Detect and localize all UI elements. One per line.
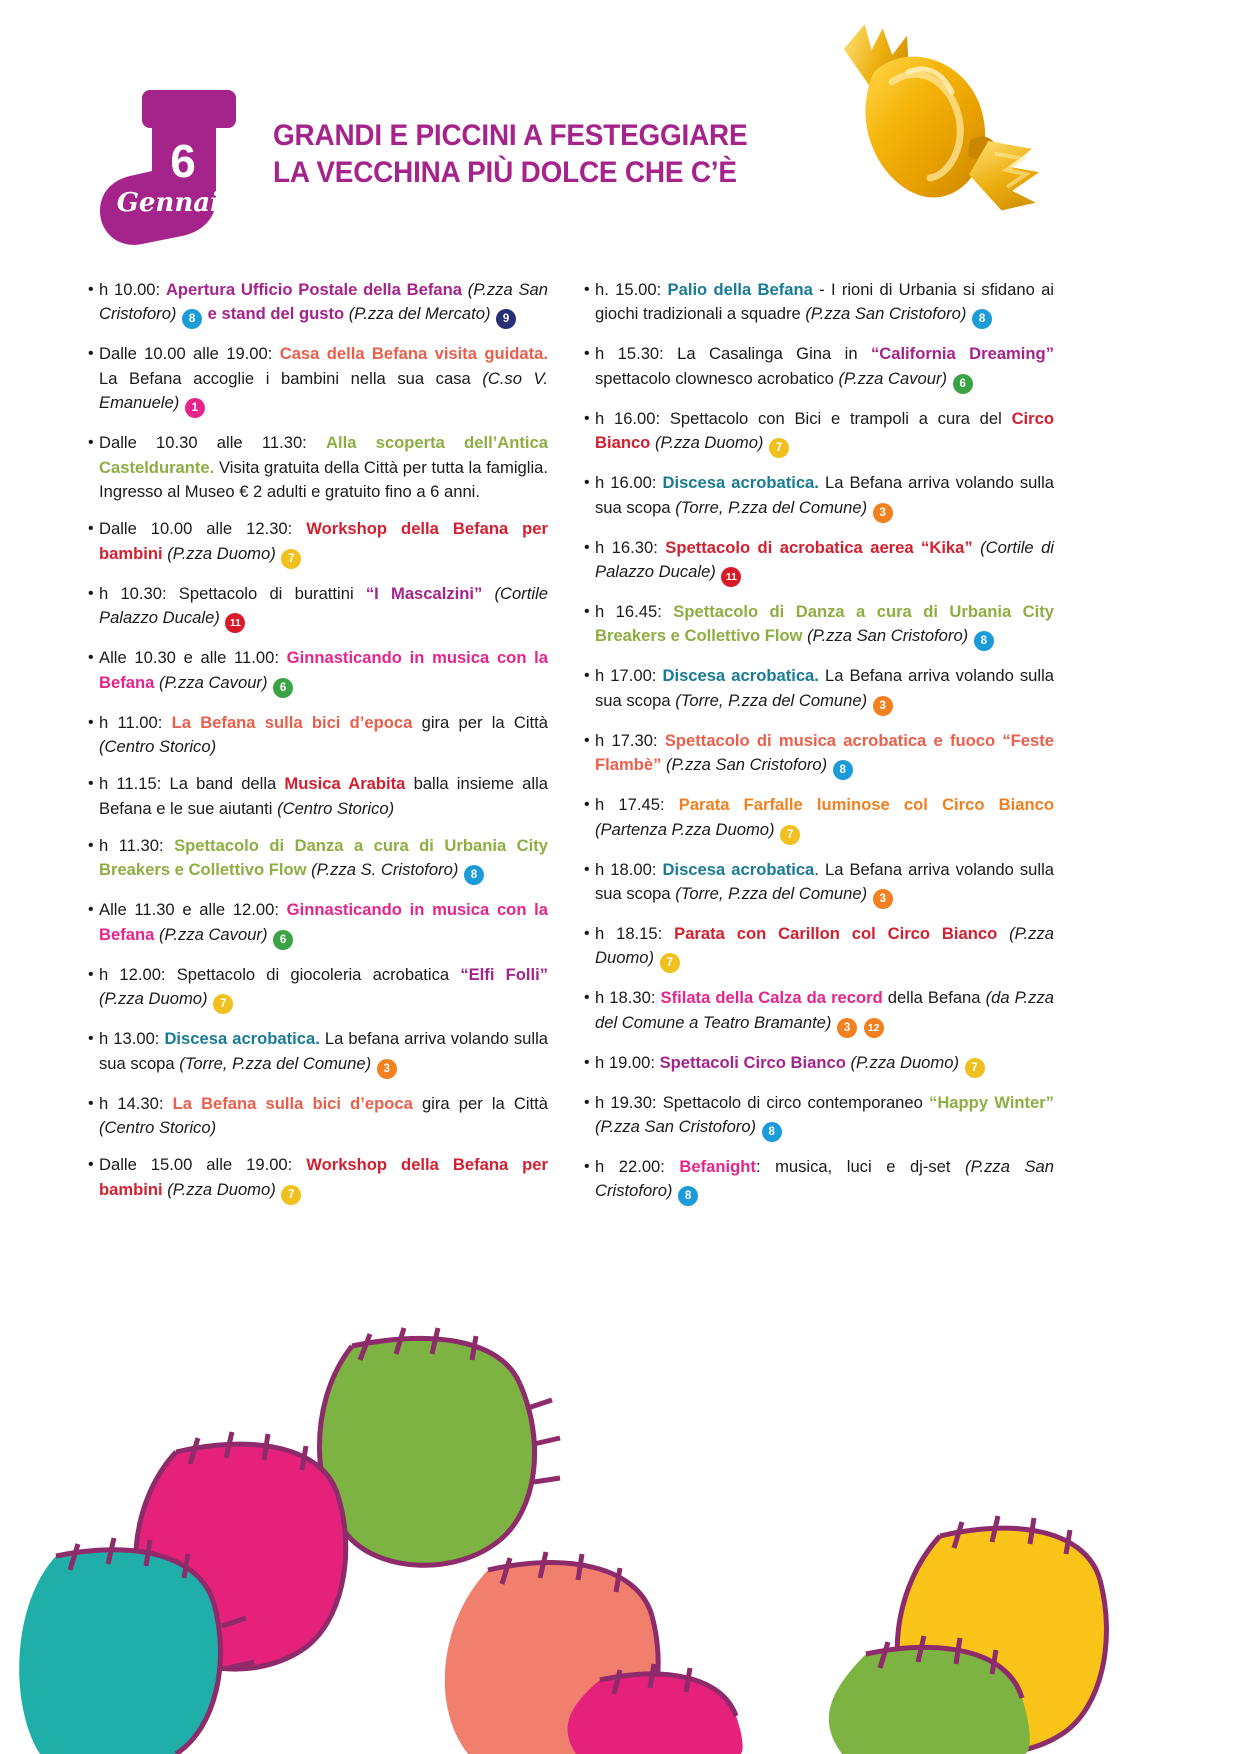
event-list-item (584, 536, 1054, 587)
event-list-item (88, 834, 548, 885)
event-list-item (584, 1051, 1054, 1078)
bullet-icon: • (584, 731, 590, 749)
event-text-fragment: balla insieme alla Befana e le sue aiutanti (99, 774, 548, 818)
event-description (595, 471, 1054, 522)
event-text-fragment: : musica, luci e dj-set (755, 1157, 966, 1177)
location-badge-8[interactable]: 8 (464, 865, 484, 885)
event-list-item (88, 431, 548, 504)
bullet-icon: • (584, 924, 590, 942)
event-description (595, 536, 1054, 587)
event-description (595, 858, 1054, 909)
event-text-fragment: (P.zza Cavour) (158, 924, 273, 944)
bullet-icon: • (88, 345, 94, 363)
bullet-icon: • (88, 520, 94, 538)
event-text-fragment: (P.zza del Mercato) (348, 304, 496, 324)
event-text-fragment: h 13.00: (99, 1029, 165, 1049)
date-stocking-badge (98, 88, 248, 248)
event-list-item (584, 729, 1054, 780)
event-list-item (88, 278, 548, 329)
event-list-item (584, 664, 1054, 715)
event-text-fragment: La Befana arriva volando sulla sua scopa (595, 473, 1054, 517)
event-list-item (88, 898, 548, 949)
event-text-fragment: La Befana sulla bici d’epoca (171, 712, 422, 732)
event-description (99, 834, 548, 885)
stocking-day-number: 6 (170, 135, 196, 187)
event-text-fragment: Dalle 10.00 alle 19.00: (99, 344, 280, 364)
bullet-icon: • (88, 584, 94, 602)
bullet-icon: • (88, 649, 94, 667)
event-text-fragment: Ginnasticando in musica con la Befana (99, 900, 548, 944)
event-description (99, 342, 548, 418)
location-badge-7[interactable]: 7 (213, 994, 233, 1014)
program-column-right (584, 278, 1054, 1278)
event-text-fragment: La Befana arriva volando sulla sua scopa (595, 666, 1054, 710)
event-text-fragment: Visita gratuita della Città per tutta la famiglia. Ingresso al Museo € 2 adulti e gratuito fino a 6 anni. (99, 457, 548, 501)
decor-sack-green (319, 1328, 560, 1565)
bullet-icon: • (584, 409, 590, 427)
event-description (99, 711, 548, 760)
location-badge-8[interactable]: 8 (182, 309, 202, 329)
event-list-item (88, 1092, 548, 1141)
location-badge-7[interactable]: 7 (965, 1058, 985, 1078)
bullet-icon: • (88, 1094, 94, 1112)
location-badge-12[interactable]: 12 (864, 1018, 884, 1038)
event-description (99, 278, 548, 329)
event-text-fragment: gira per la Città (421, 712, 548, 732)
event-text-fragment (858, 1013, 863, 1032)
event-text-fragment: (P.zza Duomo) (167, 1179, 281, 1199)
location-badge-8[interactable]: 8 (833, 760, 853, 780)
event-text-fragment: Befanight (679, 1157, 756, 1177)
event-description (99, 582, 548, 633)
event-text-fragment: Casa della Befana visita guidata. (279, 344, 548, 364)
event-text-fragment: Alla scoperta dell’Antica Casteldurante. (99, 433, 548, 477)
event-text-fragment: h 15.30: La Casalinga Gina in (595, 344, 871, 364)
event-description (99, 1027, 548, 1078)
event-text-fragment: h 16.00: (595, 473, 663, 493)
event-text-fragment: (P.zza Duomo) (850, 1052, 964, 1072)
event-text-fragment: Dalle 10.00 alle 12.30: (99, 519, 307, 539)
event-text-fragment: (Torre, P.zza del Comune) (179, 1053, 376, 1073)
location-badge-11[interactable]: 11 (721, 567, 741, 587)
event-list-item (584, 278, 1054, 329)
event-text-fragment: Spettacolo di Danza a cura di Urbania City Breakers e Collettivo Flow (99, 836, 548, 880)
event-text-fragment: h 14.30: (99, 1093, 173, 1113)
event-text-fragment: h 17.00: (595, 666, 663, 686)
event-list-item (584, 600, 1054, 651)
bullet-icon: • (88, 965, 94, 983)
bullet-icon: • (88, 1156, 94, 1174)
bullet-icon: • (88, 837, 94, 855)
event-text-fragment: (P.zza San Cristoforo) (595, 1157, 1054, 1201)
event-text-fragment: (P.zza S. Cristoforo) (311, 860, 463, 880)
bullet-icon: • (88, 281, 94, 298)
bullet-icon: • (584, 1093, 590, 1111)
event-description (595, 1155, 1054, 1206)
event-list-item (584, 922, 1054, 973)
event-text-fragment: Spettacoli Circo Bianco (659, 1052, 851, 1072)
event-text-fragment: (Torre, P.zza del Comune) (675, 497, 872, 517)
event-text-fragment: (Centro Storico) (99, 1118, 217, 1138)
event-description (595, 664, 1054, 715)
location-badge-8[interactable]: 8 (974, 631, 994, 651)
event-text-fragment: h 19.00: (595, 1052, 660, 1072)
event-text-fragment: Discesa acrobatica. (662, 666, 825, 686)
location-badge-3[interactable]: 3 (377, 1059, 397, 1079)
location-badge-7[interactable]: 7 (281, 549, 301, 569)
event-description (99, 517, 548, 568)
location-badge-3[interactable]: 3 (873, 503, 893, 523)
event-text-fragment: (P.zza San Cristoforo) (805, 304, 972, 324)
event-text-fragment: h 10.30: Spettacolo di burattini (99, 583, 366, 603)
event-text-fragment: h 11.30: (99, 836, 175, 856)
event-text-fragment: gira per la Città (421, 1093, 548, 1113)
event-text-fragment: h 16.30: (595, 537, 666, 557)
event-text-fragment: . La Befana arriva volando sulla sua scopa (595, 859, 1054, 903)
bullet-icon: • (584, 538, 590, 556)
event-text-fragment: Alle 11.30 e alle 12.00: (99, 900, 287, 920)
event-text-fragment: “Elfi Folli” (460, 964, 548, 984)
event-description (99, 431, 548, 504)
bullet-icon: • (88, 713, 94, 731)
event-list-item (88, 1153, 548, 1204)
event-text-fragment: “California Dreaming” (870, 344, 1054, 364)
event-text-fragment: Spettacolo di acrobatica aerea “Kika” (665, 537, 981, 557)
event-text-fragment: h 10.00: (99, 280, 166, 299)
event-text-fragment: (Cortile Palazzo Ducale) (99, 583, 548, 628)
event-text-fragment: Apertura Ufficio Postale della Befana (165, 280, 468, 299)
event-text-fragment: h 19.30: Spettacolo di circo contemporaneo (595, 1092, 930, 1112)
event-text-fragment: (P.zza San Cristoforo) (99, 280, 548, 324)
event-text-fragment: (da P.zza del Comune a Teatro Bramante) (595, 988, 1054, 1032)
event-list-item (584, 858, 1054, 909)
candy-illustration (830, 20, 1050, 250)
event-text-fragment: della Befana (887, 988, 986, 1008)
event-text-fragment: (Cortile di Palazzo Ducale) (595, 537, 1054, 581)
event-text-fragment: h 22.00: (595, 1157, 680, 1177)
event-list-item (584, 793, 1054, 844)
event-text-fragment: (Partenza P.zza Duomo) (595, 819, 780, 839)
event-list-item (584, 471, 1054, 522)
event-description (595, 342, 1054, 393)
event-description (99, 646, 548, 697)
event-description (99, 1153, 548, 1204)
event-description (99, 898, 548, 949)
event-list-item (88, 342, 548, 418)
event-text-fragment: (P.zza Duomo) (167, 543, 281, 563)
bullet-icon: • (584, 281, 590, 298)
event-text-fragment: Palio della Befana (667, 280, 820, 299)
event-description (595, 986, 1054, 1037)
event-description (99, 963, 548, 1014)
bullet-icon: • (88, 775, 94, 793)
event-description (595, 922, 1054, 973)
event-text-fragment: Musica Arabita (284, 774, 414, 794)
event-list-item (88, 517, 548, 568)
event-list-item (584, 407, 1054, 458)
event-text-fragment: - I rioni di Urbania si sfidano ai giochi tradizionali a squadre (595, 280, 1054, 324)
bullet-icon: • (584, 989, 590, 1007)
bullet-icon: • (88, 1030, 94, 1048)
bullet-icon: • (584, 796, 590, 814)
bullet-icon: • (88, 434, 94, 452)
event-text-fragment: “I Mascalzini” (365, 583, 495, 603)
event-text-fragment: Alle 10.30 e alle 11.00: (99, 648, 287, 668)
event-list-item (584, 986, 1054, 1037)
event-description (99, 772, 548, 821)
event-text-fragment: (P.zza San Cristoforo) (807, 626, 973, 646)
event-text-fragment: h 17.30: (595, 730, 665, 750)
event-text-fragment: h 16.45: (595, 601, 674, 621)
event-text-fragment: Sfilata della Calza da record (660, 988, 888, 1008)
location-badge-6[interactable]: 6 (273, 930, 293, 950)
event-description (595, 407, 1054, 458)
location-badge-6[interactable]: 6 (953, 374, 973, 394)
event-text-fragment: spettacolo clownesco acrobatico (595, 368, 839, 388)
location-badge-8[interactable]: 8 (972, 309, 992, 329)
event-text-fragment: Discesa acrobatica. (164, 1029, 325, 1049)
event-text-fragment: (P.zza Duomo) (595, 923, 1054, 968)
event-text-fragment: (P.zza Cavour) (158, 672, 273, 692)
event-list-item (88, 582, 548, 633)
event-text-fragment: (Centro Storico) (99, 736, 217, 756)
event-text-fragment: “Happy Winter” (929, 1092, 1054, 1112)
location-badge-7[interactable]: 7 (780, 825, 800, 845)
event-text-fragment: h 11.00: (99, 712, 172, 732)
event-text-fragment: h 11.15: La band della (99, 774, 285, 794)
event-text-fragment: Workshop della Befana per bambini (99, 519, 548, 563)
page-header (0, 0, 1241, 270)
bottom-decoration-sacks (0, 1324, 1241, 1754)
location-badge-8[interactable]: 8 (762, 1122, 782, 1142)
event-text-fragment: La befana arriva volando sulla sua scopa (99, 1029, 549, 1073)
event-list-item (88, 646, 548, 697)
event-text-fragment: Discesa acrobatica. (662, 473, 825, 493)
event-description (595, 1051, 1054, 1078)
event-text-fragment: Parata con Carillon col Circo Bianco (674, 923, 1010, 943)
event-text-fragment: (Torre, P.zza del Comune) (675, 690, 872, 710)
event-description (595, 729, 1054, 780)
event-list-item (88, 1027, 548, 1078)
page-title-line-2: LA VECCHINA PIÙ DOLCE CHE C’È (273, 155, 737, 189)
event-list-item (88, 772, 548, 821)
bullet-icon: • (584, 667, 590, 685)
event-text-fragment: Discesa acrobatica (662, 859, 815, 879)
page-title (273, 118, 833, 191)
location-badge-1[interactable]: 1 (185, 398, 205, 418)
location-badge-8[interactable]: 8 (678, 1186, 698, 1206)
location-badge-7[interactable]: 7 (769, 438, 789, 458)
bullet-icon: • (584, 474, 590, 492)
event-text-fragment: (P.zza San Cristoforo) (595, 1117, 761, 1137)
event-text-fragment: (P.zza Cavour) (838, 368, 952, 388)
event-text-fragment: h 18.00: (595, 859, 663, 879)
event-text-fragment: Dalle 15.00 alle 19.00: (99, 1155, 307, 1175)
event-text-fragment: Spettacolo di musica acrobatica e fuoco “Feste Flambè” (595, 730, 1054, 775)
event-text-fragment: (Centro Storico) (277, 798, 395, 818)
location-badge-7[interactable]: 7 (660, 953, 680, 973)
event-description (99, 1092, 548, 1141)
event-text-fragment: Circo Bianco (595, 408, 1054, 453)
location-badge-9[interactable]: 9 (496, 309, 516, 329)
event-description (595, 1091, 1054, 1142)
event-list-item (88, 963, 548, 1014)
event-list-item (584, 1155, 1054, 1206)
program-column-left (88, 278, 548, 1278)
event-text-fragment: h 18.30: (595, 988, 661, 1008)
event-text-fragment: Dalle 10.30 alle 11.30: (99, 433, 327, 453)
event-text-fragment: h 12.00: Spettacolo di giocoleria acrobatica (99, 964, 461, 984)
program-columns (88, 278, 1153, 1278)
event-text-fragment: h. 15.00: (595, 280, 668, 299)
event-description (595, 278, 1054, 329)
event-description (595, 600, 1054, 651)
bullet-icon: • (584, 345, 590, 363)
event-text-fragment: (Torre, P.zza del Comune) (675, 883, 872, 903)
location-badge-6[interactable]: 6 (273, 678, 293, 698)
event-text-fragment: Parata Farfalle luminose col Circo Bianco (678, 795, 1054, 815)
event-list-item (88, 711, 548, 760)
stocking-month-label: Gennaio (116, 188, 238, 218)
location-badge-7[interactable]: 7 (281, 1185, 301, 1205)
location-badge-3[interactable]: 3 (873, 889, 893, 909)
event-text-fragment: (P.zza San Cristoforo) (666, 755, 832, 775)
bullet-icon: • (584, 602, 590, 620)
bullet-icon: • (88, 901, 94, 919)
event-text-fragment: (P.zza Duomo) (654, 433, 769, 453)
event-text-fragment: La Befana sulla bici d’epoca (172, 1093, 422, 1113)
event-text-fragment: h 16.00: Spettacolo con Bici e trampoli a cura del (595, 408, 1012, 428)
event-text-fragment: e stand del gusto (203, 304, 349, 324)
location-badge-3[interactable]: 3 (873, 696, 893, 716)
event-list-item (584, 1091, 1054, 1142)
event-description (595, 793, 1054, 844)
bullet-icon: • (584, 860, 590, 878)
event-text-fragment: (C.so V. Emanuele) (99, 368, 548, 413)
location-badge-11[interactable]: 11 (225, 613, 245, 633)
event-text-fragment: Spettacolo di Danza a cura di Urbania City Breakers e Collettivo Flow (595, 601, 1054, 646)
event-text-fragment: (P.zza Duomo) (99, 989, 213, 1009)
location-badge-3[interactable]: 3 (837, 1018, 857, 1038)
event-text-fragment: La Befana accoglie i bambini nella sua casa (99, 368, 483, 388)
event-text-fragment: h 18.15: (595, 923, 675, 943)
event-list-item (584, 342, 1054, 393)
bullet-icon: • (584, 1053, 590, 1071)
page-title-line-1: GRANDI E PICCINI A FESTEGGIARE (273, 119, 748, 152)
bullet-icon: • (584, 1158, 590, 1176)
event-text-fragment: h 17.45: (595, 795, 679, 815)
event-text-fragment: Workshop della Befana per bambini (99, 1155, 548, 1199)
event-text-fragment: Ginnasticando in musica con la Befana (99, 648, 548, 692)
